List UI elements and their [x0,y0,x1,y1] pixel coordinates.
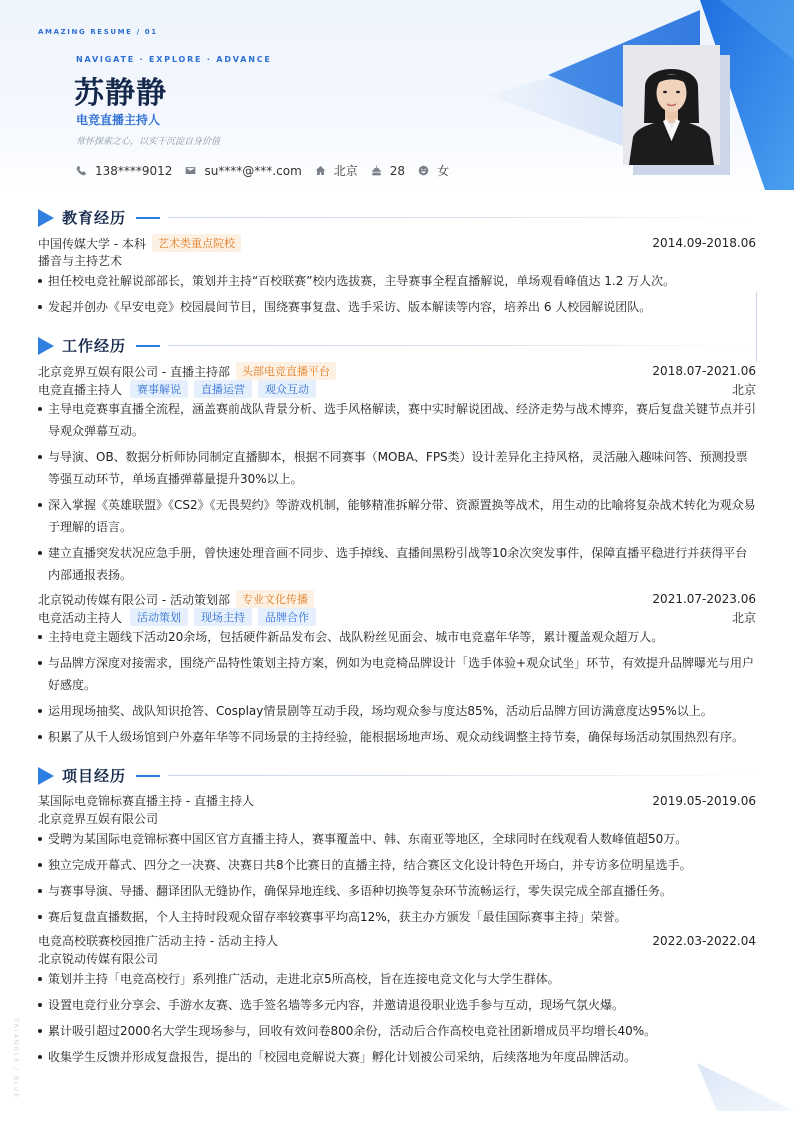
work-dates: 2018.07-2021.06 [652,364,756,378]
education-major-row [38,252,756,269]
project-row [38,932,756,949]
education-major: 播音与主持艺术 [38,254,123,268]
work-company-tag: 头部电竞直播平台 [236,362,336,380]
gender-value: 女 [437,164,450,178]
contact-email [185,164,301,178]
work-company-row [38,362,756,380]
work-bullet: 运用现场抽奖、战队知识抢答、Cosplay情景剧等互动手段，场均观众参与度达85%，活动后品牌方回访满意度达95%以上。 [38,700,756,722]
work-bullet: 与品牌方深度对接需求，围绕产品特性策划主持方案，例如为电竞椅品牌设计「选手体验+观众试坐」环节，有效提升品牌曝光与用户好感度。 [38,652,756,696]
candidate-name: 苏静静 [74,76,167,111]
section-title-work: 工作经历 [62,337,127,355]
section-title-projects: 项目经历 [62,767,127,785]
cake-icon [371,165,382,176]
side-accent-line [756,292,757,362]
work-company: 北京竞界互娱有限公司 - 直播主持部 [38,364,230,379]
section-triangle-icon [38,337,54,355]
project-bullet: 收集学生反馈并形成复盘报告，提出的「校园电竞解说大赛」孵化计划被公司采纳，后续落地为年度品牌活动。 [38,1046,756,1068]
project-company-row [38,950,756,967]
contact-gender [418,162,449,179]
work-bullet: 与导演、OB、数据分析师协同制定直播脚本，根据不同赛事（MOBA、FPS类）设计差异化主持风格，灵活融入趣味问答、预测投票等强互动环节，单场直播弹幕量提升30%以上。 [38,446,756,490]
resume-header [0,0,794,190]
email-value: su****@***.com [204,163,302,178]
section-dash [136,217,160,219]
education-row [38,234,756,252]
section-education-header [38,207,756,228]
phone-icon [76,165,87,176]
contact-city [315,162,358,179]
project-name: 某国际电竞锦标赛直播主持 - 直播主持人 [38,794,254,808]
project-company: 北京竞界互娱有限公司 [38,812,159,826]
skill-tag: 赛事解说 [130,380,188,398]
project-row [38,792,756,809]
skill-tag: 品牌合作 [258,608,316,626]
work-dates: 2021.07-2023.06 [652,592,756,606]
work-company-row [38,590,756,608]
resume-nav-tag: NAVIGATE · EXPLORE · ADVANCE [76,55,272,64]
section-dash [136,345,160,347]
home-icon [315,165,326,176]
phone-value: 138****9012 [95,163,173,178]
work-company-tag: 专业文化传播 [236,590,314,608]
contact-age [371,164,405,178]
project-bullet: 累计吸引超过2000名大学生现场参与，回收有效问卷800余份，活动后合作高校电竞社团新增成员平均增长40%。 [38,1020,756,1042]
resume-top-tag: AMAZING RESUME / 01 [38,28,158,36]
corner-triangle-decoration [697,1063,794,1123]
section-projects-header [38,765,756,786]
work-bullet: 主导电竞赛事直播全流程，涵盖赛前战队背景分析、选手风格解读，赛中实时解说团战、经济走势与战术博弈，赛后复盘关键节点并引导观众弹幕互动。 [38,398,756,442]
section-triangle-icon [38,209,54,227]
work-title: 电竞直播主持人 [38,382,123,397]
work-bullet: 建立直播突发状况应急手册，曾快速处理音画不同步、选手掉线、直播间黑粉引战等10余次突发事件，保障直播平稳进行并获得平台内部通报表扬。 [38,542,756,586]
project-bullet: 策划并主持「电竞高校行」系列推广活动，走进北京5所高校，旨在连接电竞文化与大学生群体。 [38,968,756,990]
section-divider [168,775,756,776]
section-divider [168,345,756,346]
work-bullet: 主持电竞主题线下活动20余场，包括硬件新品发布会、战队粉丝见面会、城市电竞嘉年华等，累计覆盖观众超万人。 [38,626,756,648]
candidate-role: 电竞直播主持人 [76,113,161,127]
candidate-photo [623,45,720,165]
section-work-header [38,335,756,356]
work-title: 电竞活动主持人 [38,610,123,625]
email-icon [185,165,196,176]
portrait-illustration [623,45,720,165]
work-company: 北京锐动传媒有限公司 - 活动策划部 [38,592,230,607]
watermark-text: TRIANGLE / BLUE [12,1018,19,1100]
work-title-row [38,608,756,626]
work-bullet: 深入掌握《英雄联盟》《CS2》《无畏契约》等游戏机制，能够精准拆解分带、资源置换等战术，用生动的比喻将复杂战术转化为观众易于理解的语言。 [38,494,756,538]
skill-tag: 直播运营 [194,380,252,398]
section-triangle-icon [38,767,54,785]
education-school: 中国传媒大学 - 本科 [38,236,146,251]
education-tag: 艺术类重点院校 [152,234,241,252]
work-title-row [38,380,756,398]
work-location: 北京 [731,382,756,397]
city-value: 北京 [333,164,358,178]
contact-phone [76,164,172,178]
contact-bar [76,162,462,179]
project-bullet: 赛后复盘直播数据，个人主持时段观众留存率较赛事平均高12%，获主办方颁发「最佳国际赛事主持」荣誉。 [38,906,756,928]
project-bullet: 与赛事导演、导播、翻译团队无缝协作，确保异地连线、多语种切换等复杂环节流畅运行，零失误完成全部直播任务。 [38,880,756,902]
project-dates: 2022.03-2022.04 [652,933,756,948]
section-divider [168,217,756,218]
skill-tag: 现场主持 [194,608,252,626]
education-dates: 2014.09-2018.06 [652,236,756,250]
education-bullet: 发起并创办《早安电竞》校园晨间节目，围绕赛事复盘、选手采访、版本解读等内容，培养出 6 人校园解说团队。 [38,296,756,318]
section-title-education: 教育经历 [62,209,127,227]
education-bullet: 担任校电竞社解说部部长，策划并主持“百校联赛”校内选拔赛，主导赛事全程直播解说，单场观看峰值达 1.2 万人次。 [38,270,756,292]
section-dash [136,775,160,777]
work-bullet: 积累了从千人级场馆到户外嘉年华等不同场景的主持经验，能根据场地声场、观众动线调整主持节奏，确保每场活动氛围热烈有序。 [38,726,756,748]
smile-icon [418,165,429,176]
candidate-motto: 常怀探索之心，以实干沉淀自身价值 [76,137,221,147]
project-bullet: 独立完成开幕式、四分之一决赛、决赛日共8个比赛日的直播主持，结合赛区文化设计特色开场白，并专访多位明星选手。 [38,854,756,876]
project-company-row [38,810,756,827]
work-location: 北京 [731,610,756,625]
skill-tag: 活动策划 [130,608,188,626]
project-dates: 2019.05-2019.06 [652,793,756,808]
project-bullet: 受聘为某国际电竞锦标赛中国区官方直播主持人，赛事覆盖中、韩、东南亚等地区，全球同时在线观看人数峰值超50万。 [38,828,756,850]
project-name: 电竞高校联赛校园推广活动主持 - 活动主持人 [38,934,278,948]
project-bullet: 设置电竞行业分享会、手游水友赛、选手签名墙等多元内容，并邀请退役职业选手参与互动，现场气氛火爆。 [38,994,756,1016]
project-company: 北京锐动传媒有限公司 [38,952,159,966]
skill-tag: 观众互动 [258,380,316,398]
age-value: 28 [389,163,406,178]
